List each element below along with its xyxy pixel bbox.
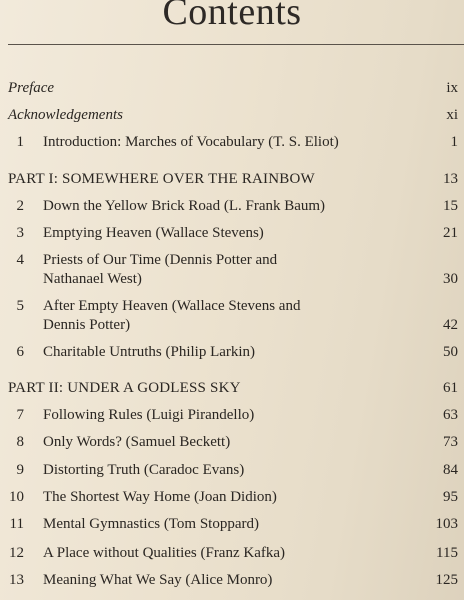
- chapter-number: 3: [16, 225, 24, 241]
- entry-title-line-2: Nathanael West): [43, 271, 142, 287]
- entry-title: A Place without Qualities (Franz Kafka): [43, 545, 286, 561]
- chapter-number: 7: [16, 407, 24, 423]
- entry-page: 50: [443, 344, 458, 360]
- chapter-number: 4: [16, 252, 24, 268]
- entry-page: 30: [443, 271, 458, 287]
- entry-page: 125: [435, 572, 458, 588]
- entry-title: Following Rules (Luigi Pirandello): [43, 407, 255, 423]
- entry-page: 15: [443, 198, 458, 214]
- entry-title-line-1: Priests of Our Time (Dennis Potter and: [43, 252, 278, 268]
- entry-title: The Shortest Way Home (Joan Didion): [43, 489, 277, 505]
- entry-page: 13: [443, 171, 458, 187]
- chapter-number: 13: [9, 572, 24, 588]
- title-rule: [8, 44, 464, 45]
- entry-title: Emptying Heaven (Wallace Stevens): [43, 225, 264, 241]
- chapter-number: 8: [16, 434, 24, 450]
- entry-page: 103: [435, 516, 458, 532]
- part-title: PART II: UNDER A GODLESS SKY: [8, 380, 241, 396]
- entry-page: 61: [443, 380, 458, 396]
- entry-page: 73: [443, 434, 458, 450]
- entry-page: 84: [443, 462, 458, 478]
- entry-title: Only Words? (Samuel Beckett): [43, 434, 231, 450]
- chapter-number: 2: [16, 198, 24, 214]
- entry-page: 21: [443, 225, 458, 241]
- chapter-number: 1: [16, 134, 24, 150]
- entry-title: Preface: [8, 80, 55, 96]
- entry-title: Mental Gymnastics (Tom Stoppard): [43, 516, 259, 532]
- entry-page: 115: [436, 545, 458, 561]
- entry-title: Introduction: Marches of Vocabulary (T. S. Eliot): [43, 134, 339, 150]
- entry-title-line-1: After Empty Heaven (Wallace Stevens and: [43, 298, 301, 314]
- entry-title-line-2: Dennis Potter): [43, 317, 131, 333]
- chapter-number: 10: [9, 489, 24, 505]
- chapter-number: 9: [16, 462, 24, 478]
- entry-page: xi: [446, 107, 458, 123]
- entry-page: 1: [450, 134, 458, 150]
- entry-page: 42: [443, 317, 458, 333]
- part-title: PART I: SOMEWHERE OVER THE RAINBOW: [8, 171, 315, 187]
- entry-title: Charitable Untruths (Philip Larkin): [43, 344, 256, 360]
- entry-title: Acknowledgements: [8, 107, 123, 123]
- entry-title: Distorting Truth (Caradoc Evans): [43, 462, 245, 478]
- entry-page: 95: [443, 489, 458, 505]
- chapter-number: 11: [9, 516, 24, 532]
- entry-title: Down the Yellow Brick Road (L. Frank Baum): [43, 198, 326, 214]
- page-title: Contents: [162, 0, 302, 33]
- entry-page: ix: [446, 80, 458, 96]
- entry-title: Meaning What We Say (Alice Monro): [43, 572, 273, 588]
- entry-page: 63: [443, 407, 458, 423]
- chapter-number: 12: [9, 545, 24, 561]
- chapter-number: 6: [16, 344, 24, 360]
- chapter-number: 5: [16, 298, 24, 314]
